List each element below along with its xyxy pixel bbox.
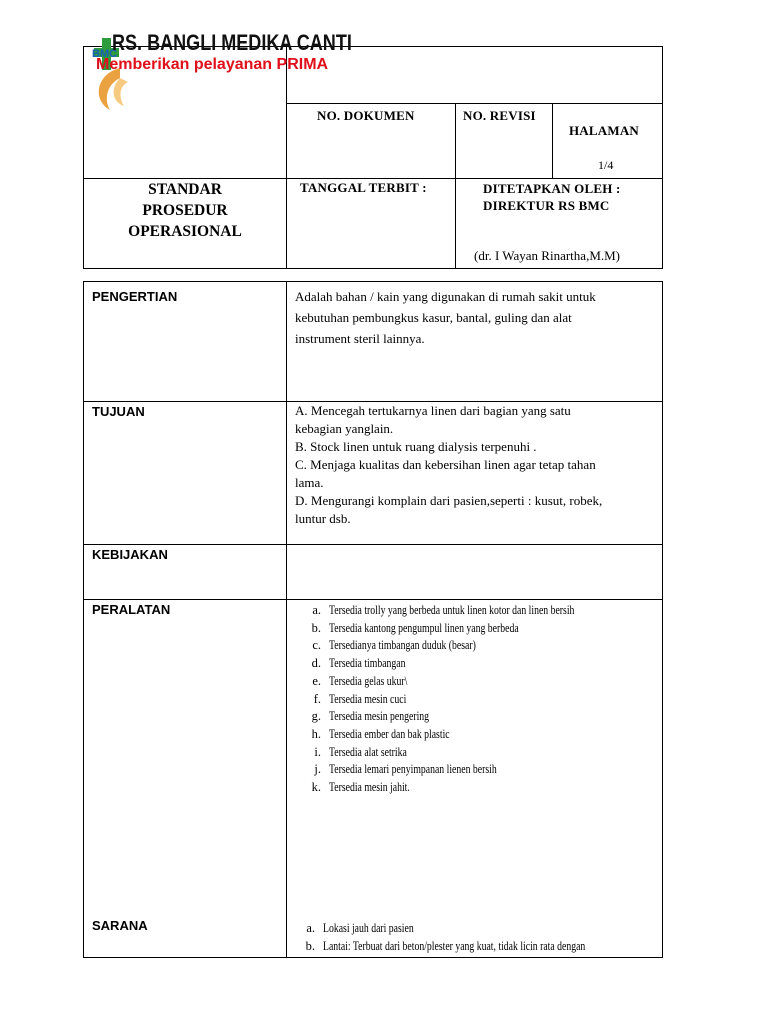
row-peralatan bbox=[84, 600, 663, 958]
list-text: Tersedia trolly yang berbeda untuk linen kotor dan linen bersih bbox=[329, 603, 575, 617]
list-letter: k. bbox=[311, 780, 321, 795]
peralatan-item bbox=[295, 637, 654, 655]
peralatan-item bbox=[295, 691, 654, 709]
peralatan-label: PERALATAN bbox=[92, 602, 171, 617]
content-cell bbox=[287, 600, 663, 958]
halaman-label: HALAMAN bbox=[569, 123, 640, 138]
sop-title-line2: PROSEDUR bbox=[142, 202, 228, 219]
tujuan-line: luntur dsb. bbox=[295, 511, 351, 526]
no-revisi-cell bbox=[456, 104, 553, 179]
logo-slogan: Memberikan pelayanan PRIMA bbox=[96, 56, 329, 73]
tujuan-label: TUJUAN bbox=[92, 404, 145, 419]
sarana-item bbox=[289, 938, 659, 956]
peralatan-item bbox=[295, 655, 654, 673]
list-letter: g. bbox=[311, 709, 321, 724]
list-letter: b. bbox=[305, 938, 315, 953]
ditetapkan-line2: DIREKTUR RS BMC bbox=[483, 198, 610, 213]
list-letter: i. bbox=[314, 744, 321, 759]
logo-mark-text: BMC bbox=[92, 48, 118, 60]
tanggal-terbit-label: TANGGAL TERBIT : bbox=[300, 180, 427, 195]
list-letter: e. bbox=[312, 673, 321, 688]
peralatan-item bbox=[295, 620, 654, 638]
list-text: Tersedia mesin jahit. bbox=[329, 780, 410, 795]
sarana-item bbox=[289, 920, 659, 938]
list-letter: c. bbox=[312, 638, 321, 653]
list-text: Tersedia mesin cuci bbox=[329, 691, 407, 706]
peralatan-item bbox=[295, 744, 654, 762]
content-cell bbox=[287, 282, 663, 402]
list-letter: b. bbox=[311, 620, 321, 635]
row-tujuan bbox=[84, 402, 663, 545]
list-letter: a. bbox=[306, 921, 315, 935]
tujuan-line: C. Menjaga kualitas dan kebersihan linen agar tetap tahan bbox=[295, 457, 596, 472]
content-cell bbox=[287, 402, 663, 545]
label-cell bbox=[84, 545, 287, 600]
halaman-value: 1/4 bbox=[598, 158, 614, 172]
pengertian-line: kebutuhan pembungkus kasur, bantal, guling dan alat bbox=[295, 310, 572, 325]
sarana-list bbox=[287, 918, 667, 955]
logo-title: RS. BANGLI MEDIKA CANTI bbox=[112, 30, 352, 55]
content-cell bbox=[287, 545, 663, 600]
list-letter: h. bbox=[311, 726, 321, 741]
pengertian-line: instrument steril lainnya. bbox=[295, 331, 425, 346]
list-text: Lantai: Terbuat dari beton/plester yang kuat, tidak licin rata dengan bbox=[323, 938, 586, 953]
peralatan-list bbox=[287, 600, 662, 797]
list-letter: a. bbox=[312, 603, 321, 617]
list-text: Tersedia alat setrika bbox=[329, 744, 407, 759]
row-pengertian bbox=[84, 282, 663, 402]
list-text: Tersedia mesin pengering bbox=[329, 709, 430, 724]
label-cell bbox=[84, 282, 287, 402]
tanggal-terbit-cell bbox=[287, 179, 456, 269]
peralatan-item bbox=[295, 708, 654, 726]
ditetapkan-line1: DITETAPKAN OLEH : bbox=[483, 181, 621, 196]
no-revisi-label: NO. REVISI bbox=[463, 108, 536, 123]
peralatan-item bbox=[295, 779, 654, 797]
hospital-logo bbox=[90, 30, 352, 125]
tujuan-line: A. Mencegah tertukarnya linen dari bagian yang satu bbox=[295, 403, 571, 418]
tujuan-line: B. Stock linen untuk ruang dialysis terpenuhi . bbox=[295, 439, 537, 454]
row-kebijakan bbox=[84, 545, 663, 600]
peralatan-item bbox=[295, 726, 654, 744]
tujuan-line: D. Mengurangi komplain dari pasien,seperti : kusut, robek, bbox=[295, 493, 603, 508]
peralatan-item bbox=[295, 602, 654, 620]
list-letter: j. bbox=[314, 762, 321, 777]
sop-title-line1: STANDAR bbox=[148, 181, 222, 198]
list-text: Tersedia lemari penyimpanan lienen bersih bbox=[329, 762, 497, 777]
list-text: Tersedia ember dan bak plastic bbox=[329, 726, 450, 741]
kebijakan-label: KEBIJAKAN bbox=[92, 547, 168, 562]
tujuan-line: kebagian yanglain. bbox=[295, 421, 394, 436]
tujuan-line: lama. bbox=[295, 475, 324, 490]
list-text: Lokasi jauh dari pasien bbox=[323, 921, 414, 935]
pengertian-line: Adalah bahan / kain yang digunakan di rumah sakit untuk bbox=[295, 289, 596, 304]
ditetapkan-cell bbox=[456, 179, 663, 269]
halaman-cell bbox=[553, 104, 663, 179]
sop-title-cell bbox=[84, 179, 287, 269]
pengertian-label: PENGERTIAN bbox=[92, 289, 178, 304]
label-cell bbox=[84, 600, 287, 958]
sop-title-line3: OPERASIONAL bbox=[128, 223, 242, 240]
sarana-label: SARANA bbox=[92, 918, 148, 933]
list-text: Tersedia kantong pengumpul linen yang berbeda bbox=[329, 620, 519, 635]
peralatan-item bbox=[295, 761, 654, 779]
list-text: Tersedia gelas ukur\ bbox=[329, 673, 408, 688]
signatory-name: (dr. I Wayan Rinartha,M.M) bbox=[474, 248, 621, 263]
peralatan-item bbox=[295, 673, 654, 691]
list-text: Tersedia timbangan bbox=[329, 656, 406, 671]
no-dokumen-label: NO. DOKUMEN bbox=[317, 108, 415, 123]
sop-body-table bbox=[83, 281, 663, 958]
list-text: Tersedianya timbangan duduk (besar) bbox=[329, 638, 476, 653]
list-letter: f. bbox=[313, 691, 321, 706]
list-letter: d. bbox=[311, 656, 321, 671]
label-cell bbox=[84, 402, 287, 545]
